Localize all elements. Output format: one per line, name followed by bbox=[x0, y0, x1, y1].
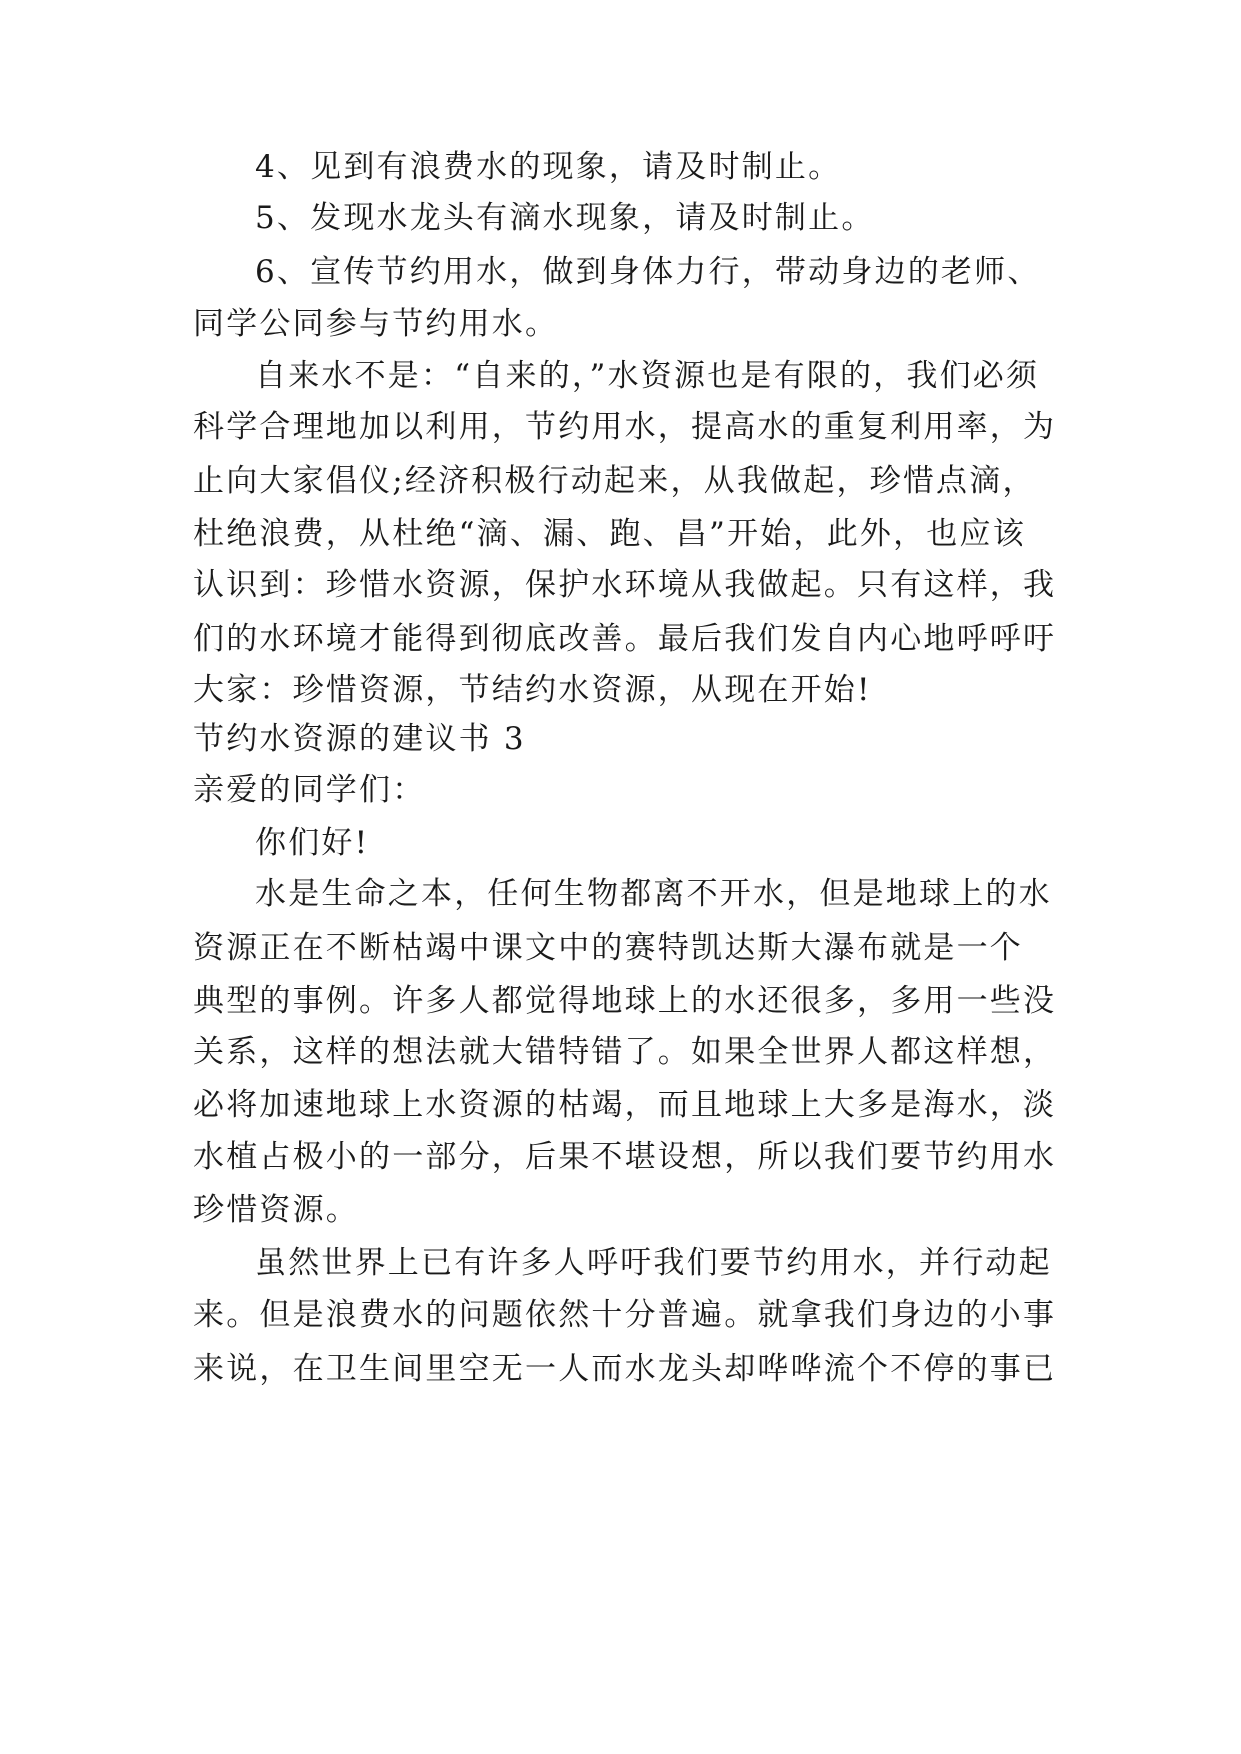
paragraph-line: 们的水环境才能得到彻底改善。最后我们发自内心地呼呼吁 bbox=[193, 621, 1057, 657]
paragraph-line: 自来水不是：“自来的，”水资源也是有限的，我们必须 bbox=[255, 358, 1040, 394]
paragraph-line: 杜绝浪费，从杜绝“滴、漏、跑、昌”开始，此外，也应该 bbox=[193, 516, 1026, 552]
paragraph-line: 虽然世界上已有许多人呼吁我们要节约用水，并行动起 bbox=[255, 1245, 1052, 1281]
paragraph-line: 来说，在卫生间里空无一人而水龙头却哗哗流个不停的事已 bbox=[193, 1351, 1057, 1387]
paragraph-line: 必将加速地球上水资源的枯竭，而且地球上大多是海水，淡 bbox=[193, 1087, 1057, 1123]
paragraph-line: 珍惜资源。 bbox=[193, 1192, 359, 1228]
section-title: 节约水资源的建议书 3 bbox=[193, 721, 526, 757]
paragraph-line: 大家：珍惜资源，节结约水资源，从现在开始! bbox=[193, 672, 872, 708]
paragraph-line: 资源正在不断枯竭中课文中的赛特凯达斯大瀑布就是一个 bbox=[193, 930, 1023, 966]
paragraph-line: 来。但是浪费水的问题依然十分普遍。就拿我们身边的小事 bbox=[193, 1297, 1057, 1333]
paragraph-line: 同学公同参与节约用水。 bbox=[193, 306, 559, 342]
paragraph-line: 止向大家倡仪;经济积极行动起来，从我做起，珍惜点滴， bbox=[193, 463, 1036, 499]
list-item-4: 4、见到有浪费水的现象，请及时制止。 bbox=[255, 149, 842, 185]
paragraph-line: 认识到：珍惜水资源，保护水环境从我做起。只有这样，我 bbox=[193, 567, 1057, 603]
list-item-5: 5、发现水龙头有滴水现象，请及时制止。 bbox=[255, 200, 875, 236]
paragraph-line: 典型的事例。许多人都觉得地球上的水还很多，多用一些没 bbox=[193, 983, 1057, 1019]
list-item-6: 6、宣传节约用水，做到身体力行，带动身边的老师、 bbox=[255, 254, 1041, 290]
greeting: 你们好! bbox=[255, 825, 370, 861]
paragraph-line: 关系，这样的想法就大错特错了。如果全世界人都这样想， bbox=[193, 1034, 1057, 1070]
paragraph-line: 水植占极小的一部分，后果不堪设想，所以我们要节约用水 bbox=[193, 1139, 1057, 1175]
salutation: 亲爱的同学们： bbox=[193, 772, 426, 808]
paragraph-line: 科学合理地加以利用，节约用水，提高水的重复利用率，为 bbox=[193, 409, 1057, 445]
paragraph-line: 水是生命之本，任何生物都离不开水，但是地球上的水 bbox=[255, 876, 1052, 912]
